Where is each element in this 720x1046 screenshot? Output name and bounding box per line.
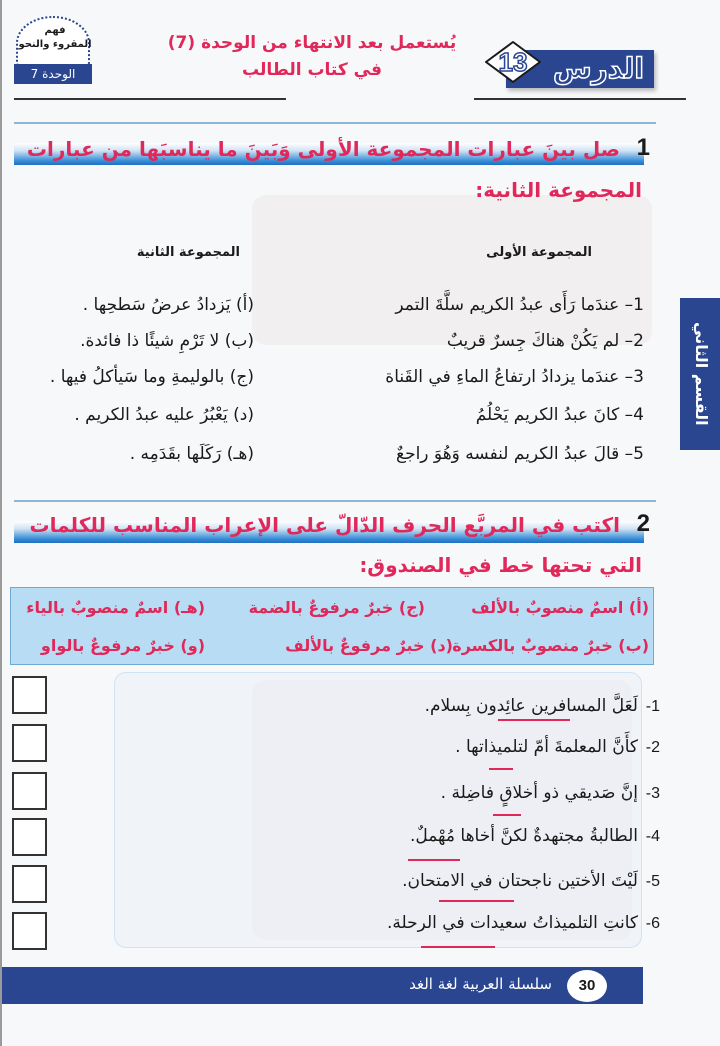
answer-box-4[interactable] [12, 818, 47, 856]
header-divider-right [474, 98, 686, 100]
key-b: (ب) خبرٌ منصوبٌ بالكسرة [452, 636, 649, 655]
group2-item-c: (ج) بالوليمةِ وما سَيأكلُ فيها . [49, 367, 254, 387]
group1-heading: المجموعة الأولى [486, 245, 592, 260]
q2-title: اكتب في المربَّع الحرف الدّالَّ على الإعراب المناسب للكلمات [29, 513, 620, 537]
sentence-2-underline [489, 768, 513, 770]
lesson-number: 13 [498, 47, 528, 77]
unit-label: الوحدة 7 [14, 64, 92, 84]
sentence-5-number: -5 [645, 873, 660, 890]
sentence-5: لَيْتَ الأختين ناجحتان في الامتحان. [402, 871, 638, 891]
sentence-4-underline [408, 859, 460, 861]
section-side-tab-label: القسم الثاني [692, 322, 711, 426]
group1-item-4: 4– كانَ عبدُ الكريم يَحْلُمُ [475, 405, 644, 425]
sentence-6-number: -6 [645, 915, 660, 932]
header-divider-left [14, 98, 286, 100]
lesson-title: الدرس [552, 52, 644, 85]
sentence-4-number: -4 [645, 828, 660, 845]
sentence-1: لَعَلَّ المسافرين عائِدون بِسلام. [424, 696, 638, 716]
lesson-badge [484, 40, 654, 88]
group1-item-5: 5– قالَ عبدُ الكريم لنفسه وَهُوَ راجعٌ [396, 444, 644, 464]
key-c: (ج) خبرٌ مرفوعٌ بالضمة [248, 598, 425, 617]
group1-item-2: 2– لم يَكُنْ هناكَ جِسرٌ قريبٌ [446, 331, 644, 351]
group2-heading: المجموعة الثانية [136, 245, 240, 260]
answer-box-6[interactable] [12, 912, 47, 950]
section-side-tab [680, 298, 720, 450]
q2-subtitle: التي تحتها خط في الصندوق: [359, 553, 642, 577]
group2-item-a: (أ) يَزدادُ عرضُ سَطحِها . [82, 295, 254, 315]
q1-subtitle: المجموعة الثانية: [475, 178, 642, 202]
answer-key-box [10, 587, 654, 665]
footer-series-title: سلسلة العربية لغة الغد [409, 975, 552, 993]
group1-item-3: 3– عندَما يزدادُ ارتفاعُ الماءِ في القَناة [385, 367, 644, 387]
sentence-2: كأَنَّ المعلمةَ أمّ لتلميذاتها . [455, 737, 638, 757]
answer-box-3[interactable] [12, 772, 47, 810]
q2-number: 2 [636, 510, 650, 537]
q1-top-rule [14, 122, 656, 124]
sentence-5-underline [439, 900, 514, 902]
key-a: (أ) اسمٌ منصوبٌ بالألف [471, 598, 649, 617]
unit-badge-line1: فهم [44, 25, 66, 36]
usage-note-line2: في كتاب الطالب [242, 60, 382, 80]
sentence-6-underline [421, 946, 495, 948]
key-e: (هـ) اسمٌ منصوبٌ بالياء [26, 598, 205, 617]
sentence-3-underline [493, 814, 521, 816]
answer-box-2[interactable] [12, 724, 47, 762]
group1-item-1: 1– عندَما رَأَى عبدُ الكريم سلَّةَ التمر [395, 295, 644, 315]
sentence-1-number: -1 [645, 698, 660, 715]
unit-badge-line2: المقروء والنحو [18, 39, 92, 50]
sentence-3-number: -3 [645, 785, 660, 802]
key-f: (و) خبرٌ مرفوعٌ بالواو [40, 636, 205, 655]
q1-number: 1 [636, 134, 650, 161]
usage-note [152, 30, 472, 84]
key-d: (د) خبرٌ مرفوعٌ بالألف [285, 636, 453, 655]
usage-note-line1: يُستعمل بعد الانتهاء من الوحدة (7) [167, 33, 457, 53]
unit-badge [14, 16, 92, 84]
unit-bubble-text [18, 24, 92, 52]
sentence-4: الطالبةُ مجتهدةٌ لكنَّ أخاها مُهْملٌ. [409, 826, 638, 846]
sentence-3: إنَّ صَديقي ذو أخلاقٍ فاضِلة . [440, 783, 638, 803]
sentence-6: كانتِ التلميذاتُ سعيدات في الرحلة. [386, 913, 638, 933]
answer-box-5[interactable] [12, 865, 47, 903]
unit-bubble [16, 16, 90, 70]
page-number: 30 [567, 970, 607, 1002]
answer-box-1[interactable] [12, 676, 47, 714]
sentence-1-underline [498, 719, 570, 721]
q2-top-rule [14, 500, 656, 502]
group2-item-d: (د) يَعْبُرُ عليه عبدُ الكريم . [74, 405, 254, 425]
q1-title: صل بينَ عبارات المجموعة الأولى وَبَينَ ما يناسبَها من عبارات [26, 137, 620, 161]
sentence-2-number: -2 [645, 739, 660, 756]
group2-item-e: (هـ) رَكَلَها بقَدَمِه . [129, 444, 254, 464]
group2-item-b: (ب) لا تَرْمِ شيئًا ذا فائدة. [80, 331, 254, 351]
background-illustration-top [252, 195, 652, 345]
